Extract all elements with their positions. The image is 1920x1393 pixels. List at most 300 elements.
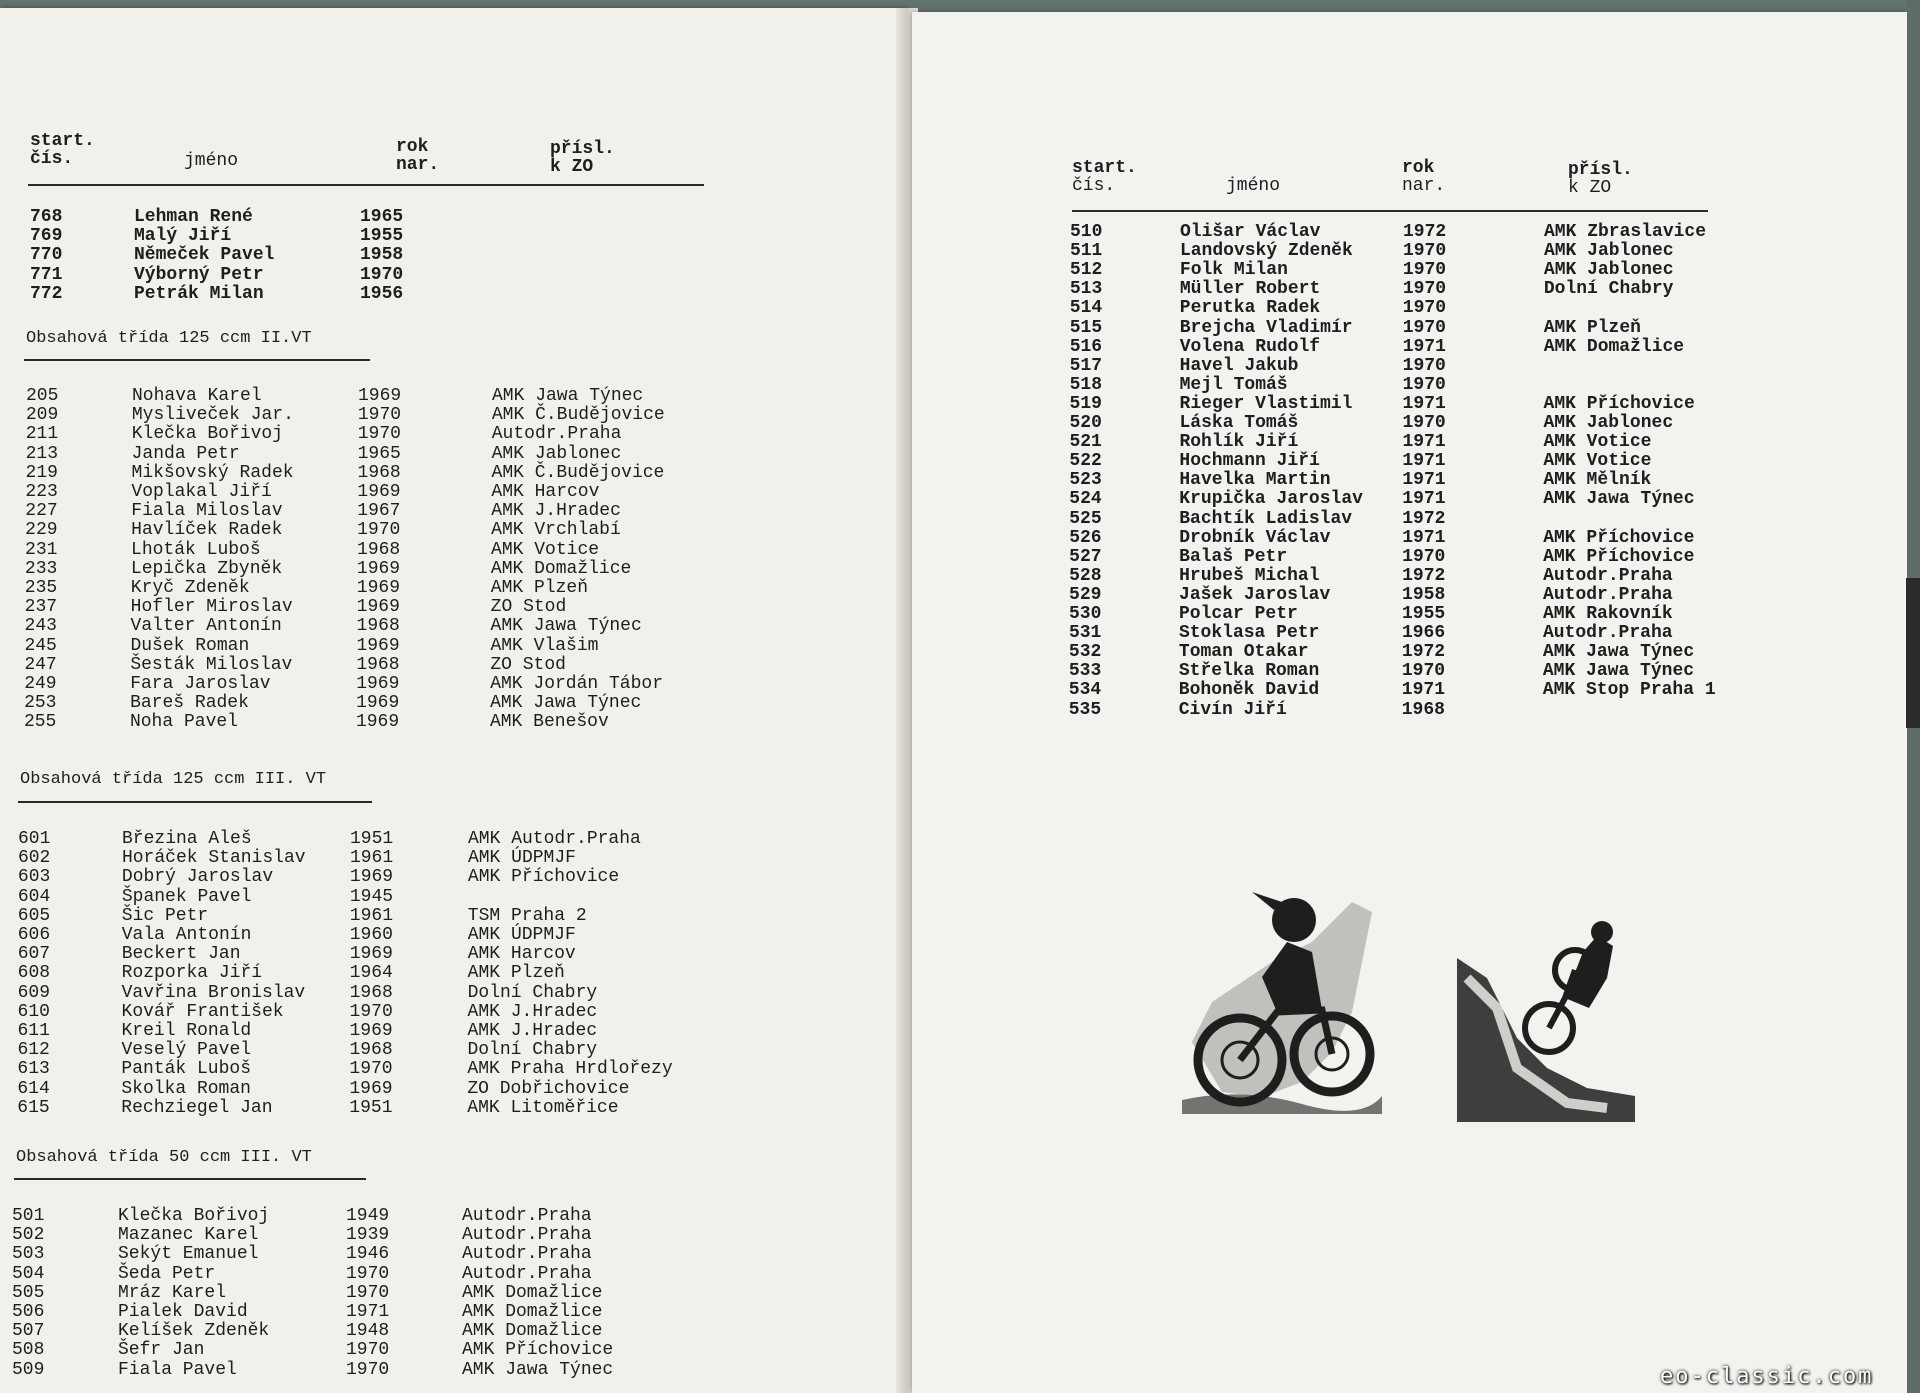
birth-year: 1970 [1402, 413, 1446, 433]
start-number: 604 [17, 886, 51, 907]
header-rok: rok [1402, 158, 1435, 178]
table-row [12, 1207, 652, 1226]
rider-name: Šefr Jan [118, 1340, 205, 1361]
rider-name: Klečka Bořivoj [131, 424, 283, 445]
club: Dolní Chabry [1543, 279, 1674, 300]
birth-year: 1970 [1402, 374, 1446, 395]
section-title-125-ii: Obsahová třída 125 ccm II.VT [26, 329, 312, 348]
table-row [1069, 624, 1709, 643]
start-number: 530 [1069, 604, 1102, 624]
rider-name: Lehman René [134, 207, 253, 227]
birth-year: 1970 [346, 1263, 390, 1284]
table-row [1069, 433, 1709, 452]
table-row [1069, 605, 1709, 624]
start-number: 513 [1069, 279, 1103, 300]
rider-name: Mejl Tomáš [1179, 374, 1288, 395]
birth-year: 1955 [1402, 604, 1446, 624]
birth-year: 1971 [346, 1302, 390, 1322]
rider-name: Šic Petr [121, 905, 209, 926]
birth-year: 1961 [349, 848, 394, 869]
birth-year: 1969 [349, 867, 394, 888]
rider-name: Balaš Petr [1179, 546, 1288, 567]
club: AMK Jablonec [1543, 413, 1674, 433]
table-row [1069, 510, 1709, 529]
birth-year: 1968 [357, 462, 401, 483]
rider-name: Folk Milan [1179, 260, 1288, 281]
birth-year: 1970 [346, 1359, 390, 1380]
birth-year: 1960 [349, 925, 393, 945]
header-kzo: k ZO [550, 157, 594, 177]
club: AMK Vlašim [490, 635, 599, 656]
rider-name: Kelíšek Zdeněk [118, 1321, 270, 1342]
birth-year: 1972 [1402, 508, 1446, 529]
start-number: 522 [1069, 451, 1102, 472]
rider-name: Rozporka Jiří [121, 963, 263, 984]
rider-name: Výborný Petr [134, 264, 264, 285]
club: AMK Stop Praha 1 [1542, 680, 1716, 701]
rider-name: Mráz Karel [118, 1282, 227, 1303]
start-number: 771 [30, 264, 63, 285]
club: AMK J.Hradec [467, 1001, 598, 1022]
table-row [18, 849, 658, 868]
page-tab-marker [1906, 578, 1920, 728]
birth-year: 1970 [1402, 241, 1447, 262]
birth-year: 1971 [1402, 527, 1446, 548]
rider-name: Němeček Pavel [134, 245, 275, 266]
start-number: 532 [1068, 642, 1102, 663]
header-start: start. [30, 131, 95, 151]
birth-year: 1946 [346, 1244, 390, 1265]
start-number: 531 [1068, 623, 1102, 644]
section-rule [14, 1178, 366, 1180]
table-row [12, 1341, 652, 1360]
club: AMK Č.Budějovice [491, 405, 665, 426]
left-table-header [30, 132, 710, 182]
club: Autodr.Praha [462, 1225, 592, 1246]
start-number: 607 [17, 944, 51, 965]
table-row [17, 1041, 657, 1060]
table-row [1069, 567, 1709, 586]
birth-year: 1970 [1402, 260, 1447, 281]
birth-year: 1968 [357, 539, 401, 560]
header-cis: čís. [30, 149, 74, 169]
start-number: 526 [1069, 527, 1102, 548]
birth-year: 1969 [355, 712, 400, 733]
start-number: 209 [25, 405, 59, 426]
rider-name: Beckert Jan [121, 944, 241, 965]
club: AMK J.Hradec [491, 501, 621, 522]
club: Autodr.Praha [1542, 623, 1673, 644]
rider-name: Petrák Milan [134, 283, 264, 304]
rider-name: Kovář František [121, 1001, 284, 1022]
rider-name: Fiala Miloslav [131, 501, 283, 522]
club: AMK Benešov [489, 712, 609, 733]
start-number: 229 [25, 520, 58, 541]
table-row [1069, 471, 1709, 490]
header-rule [1072, 210, 1708, 212]
rider-name: Veselý Pavel [121, 1040, 252, 1061]
rider-name: Fara Jaroslav [130, 674, 271, 694]
start-number: 213 [25, 443, 59, 464]
rider-name: Kreil Ronald [121, 1021, 252, 1041]
section-title-125-iii: Obsahová třída 125 ccm III. VT [20, 770, 327, 789]
rider-name: Kryč Zdeněk [130, 578, 250, 598]
rider-name: Jašek Jaroslav [1179, 584, 1331, 605]
rider-name: Havel Jakub [1179, 355, 1299, 376]
birth-year: 1964 [349, 963, 393, 984]
birth-year: 1969 [349, 1078, 393, 1099]
club: Autodr.Praha [462, 1263, 592, 1284]
rider-name: Rechziegel Jan [121, 1097, 273, 1118]
table-row [30, 246, 670, 265]
rider-name: Střelka Roman [1178, 661, 1320, 682]
start-number: 535 [1068, 699, 1102, 720]
table-row [30, 266, 670, 285]
birth-year: 1971 [1402, 432, 1446, 453]
start-number: 615 [17, 1097, 50, 1118]
motocross-rider-illustration [1182, 882, 1382, 1114]
birth-year: 1955 [360, 226, 404, 247]
table-row [12, 1322, 652, 1341]
birth-year: 1970 [1402, 317, 1446, 338]
rider-name: Sekýt Emanuel [118, 1244, 259, 1265]
table-row [18, 1003, 658, 1022]
birth-year: 1969 [358, 386, 402, 406]
table-row [18, 926, 658, 945]
club: AMK Jawa Týnec [492, 386, 644, 406]
rider-name: Šesták Miloslav [130, 654, 293, 675]
birth-year: 1969 [349, 944, 393, 965]
start-number: 503 [12, 1244, 45, 1265]
table-row [17, 1059, 673, 1080]
table-row [1069, 548, 1709, 567]
table-row [1069, 643, 1709, 662]
start-number: 606 [17, 925, 51, 945]
start-number: 509 [12, 1359, 45, 1380]
club: Autodr.Praha [1543, 565, 1673, 586]
birth-year: 1968 [1401, 699, 1445, 720]
birth-year: 1971 [1402, 489, 1446, 510]
table-row [30, 208, 670, 227]
start-number: 511 [1069, 241, 1103, 262]
club: AMK Jawa Týnec [490, 693, 642, 714]
table-row [18, 945, 658, 964]
table-row [1070, 242, 1710, 261]
club: Autodr.Praha [462, 1244, 592, 1265]
club: AMK Votice [1543, 451, 1652, 472]
table-row [1070, 395, 1710, 414]
birth-year: 1968 [356, 616, 400, 637]
start-number: 614 [17, 1078, 50, 1099]
table-row [25, 521, 665, 540]
table-row [26, 387, 666, 406]
birth-year: 1961 [349, 905, 394, 926]
club: AMK Rakovník [1543, 604, 1673, 624]
club: AMK Příchovice [1543, 527, 1695, 548]
table-row [18, 868, 658, 887]
rider-name: Lhoták Luboš [131, 539, 261, 560]
birth-year: 1970 [349, 1001, 393, 1022]
rider-name: Nohava Karel [132, 386, 262, 406]
birth-year: 1970 [357, 520, 401, 541]
header-rule [28, 184, 704, 186]
header-cis: čís. [1072, 176, 1116, 196]
club: AMK Jablonec [1543, 260, 1674, 281]
birth-year: 1958 [1402, 584, 1446, 605]
start-number: 512 [1069, 260, 1103, 281]
rider-name: Vala Antonín [121, 925, 252, 945]
rider-name: Havlíček Radek [131, 520, 283, 541]
club: AMK Autodr.Praha [468, 829, 641, 849]
start-number: 235 [24, 578, 58, 598]
table-row [1069, 586, 1709, 605]
start-number: 514 [1069, 298, 1103, 319]
left-page [0, 8, 908, 1393]
birth-year: 1969 [349, 1021, 393, 1041]
rider-name: Šeda Petr [118, 1263, 216, 1284]
table-row [17, 1099, 657, 1118]
start-number: 611 [17, 1021, 50, 1041]
rider-name: Perutka Radek [1179, 298, 1321, 319]
start-number: 519 [1069, 393, 1102, 414]
club: AMK Praha Hrdlořezy [467, 1059, 673, 1080]
rider-name: Španek Pavel [121, 886, 252, 907]
start-number: 768 [30, 207, 63, 227]
rider-name: Toman Otakar [1178, 642, 1309, 663]
club: AMK Zbraslavice [1544, 222, 1707, 242]
club: AMK Vrchlabí [491, 520, 621, 541]
start-number: 769 [30, 226, 63, 247]
table-row [30, 227, 670, 246]
rider-name: Müller Robert [1179, 279, 1321, 300]
start-number: 508 [12, 1340, 45, 1361]
birth-year: 1970 [346, 1340, 390, 1361]
start-number: 243 [24, 616, 57, 637]
birth-year: 1971 [1402, 393, 1446, 414]
club: Autodr.Praha [491, 424, 622, 445]
table-row [12, 1303, 652, 1322]
club: AMK Domažlice [1543, 336, 1685, 357]
rider-name: Mysliveček Jar. [131, 405, 294, 426]
table-row [24, 637, 664, 656]
start-number: 517 [1069, 355, 1103, 376]
club: AMK Příchovice [1543, 546, 1695, 567]
start-number: 520 [1069, 413, 1102, 433]
birth-year: 1972 [1402, 565, 1446, 586]
start-number: 534 [1068, 680, 1102, 701]
start-number: 524 [1069, 489, 1102, 510]
table-row [12, 1245, 652, 1264]
start-number: 608 [17, 963, 51, 984]
table-row [18, 907, 658, 926]
birth-year: 1971 [1402, 470, 1446, 491]
watermark: eo-classic.com [1660, 1364, 1874, 1389]
rider-name: Hofler Miroslav [130, 597, 293, 618]
club: ZO Dobřichovice [467, 1078, 630, 1099]
club: AMK Domažlice [462, 1302, 603, 1322]
table-row [26, 406, 666, 425]
club: AMK Harcov [491, 482, 600, 502]
start-number: 253 [24, 693, 57, 714]
table-row [12, 1226, 652, 1245]
rider-name: Mazanec Karel [118, 1225, 259, 1246]
start-number: 533 [1068, 661, 1102, 682]
table-row [1070, 338, 1710, 357]
table-row [18, 984, 658, 1003]
birth-year: 1956 [360, 283, 404, 304]
rider-name: Brejcha Vladimír [1179, 317, 1353, 338]
start-number: 601 [18, 829, 51, 849]
birth-year: 1969 [356, 674, 400, 694]
club: AMK Harcov [467, 944, 576, 965]
rider-name: Láska Tomáš [1179, 413, 1299, 433]
club: Dolní Chabry [467, 982, 598, 1003]
header-start: start. [1072, 158, 1137, 178]
table-row [1069, 529, 1709, 548]
club: AMK Litoměřice [467, 1097, 619, 1118]
start-number: 610 [17, 1001, 50, 1022]
table-row [25, 579, 665, 598]
birth-year: 1970 [346, 1282, 390, 1303]
table-row [1069, 662, 1709, 681]
rider-name: Lepička Zbyněk [130, 558, 283, 579]
header-jmeno: jméno [1226, 176, 1281, 196]
header-prisl: přísl. [550, 139, 615, 159]
start-number: 518 [1069, 374, 1102, 395]
rider-name: Panták Luboš [121, 1059, 252, 1080]
start-number: 247 [24, 654, 57, 675]
club: AMK Jawa Týnec [462, 1359, 614, 1380]
rider-name: Bohoněk David [1178, 680, 1320, 701]
club: AMK Plzeň [490, 578, 589, 598]
table-row [30, 285, 670, 304]
table-row [17, 1080, 657, 1099]
table-row [1070, 280, 1710, 299]
table-row [18, 964, 658, 983]
table-row [12, 1265, 652, 1284]
table-row [1069, 701, 1709, 720]
birth-year: 1969 [357, 482, 401, 502]
club: AMK Jablonec [491, 443, 622, 464]
rider-name: Olišar Václav [1180, 222, 1321, 242]
table-row [1070, 357, 1710, 376]
table-row [24, 656, 664, 675]
section-rule [18, 801, 372, 803]
table-row [18, 830, 658, 849]
birth-year: 1969 [356, 558, 401, 579]
birth-year: 1969 [356, 693, 400, 714]
club: AMK Votice [1543, 432, 1652, 453]
start-number: 245 [24, 635, 57, 656]
club: AMK Jawa Týnec [490, 616, 642, 637]
birth-year: 1970 [1402, 298, 1447, 319]
start-number: 613 [17, 1059, 50, 1080]
club: TSM Praha 2 [467, 905, 587, 926]
birth-year: 1970 [1401, 661, 1446, 682]
rider-name: Stoklasa Petr [1178, 623, 1320, 644]
start-number: 211 [25, 424, 59, 445]
club: AMK Příchovice [1543, 393, 1695, 414]
rider-name: Drobník Václav [1179, 527, 1331, 548]
club: AMK Č.Budějovice [491, 462, 665, 483]
rider-name: Rieger Vlastimil [1179, 393, 1353, 414]
start-number: 255 [23, 712, 57, 733]
table-row [1070, 414, 1710, 433]
start-number: 521 [1069, 432, 1102, 453]
birth-year: 1970 [1402, 355, 1446, 376]
header-jmeno: jméno [184, 151, 239, 171]
start-number: 603 [17, 867, 51, 888]
rider-name: Valter Antonín [130, 616, 282, 637]
club: AMK Jawa Týnec [1542, 642, 1695, 663]
rider-name: Skolka Roman [121, 1078, 251, 1099]
header-nar: nar. [1402, 176, 1446, 196]
rider-name: Hochmann Jiří [1179, 451, 1320, 472]
rider-name: Janda Petr [131, 443, 240, 464]
club: Autodr.Praha [1543, 584, 1673, 605]
table-row [1068, 680, 1716, 701]
right-table-header [1072, 159, 1712, 209]
table-row [12, 1284, 652, 1303]
rider-name: Březina Aleš [122, 829, 252, 849]
start-number: 505 [12, 1282, 45, 1303]
club: AMK Domažlice [490, 558, 632, 579]
club: AMK ÚDPMJF [467, 925, 576, 945]
table-row [12, 1361, 652, 1380]
club: Dolní Chabry [467, 1040, 598, 1061]
birth-year: 1969 [356, 635, 400, 656]
table-row [26, 445, 666, 464]
table-row [25, 502, 665, 521]
right-page [912, 12, 1907, 1393]
club: AMK Příchovice [462, 1340, 614, 1361]
birth-year: 1970 [357, 405, 402, 426]
start-number: 605 [17, 905, 51, 926]
rider-name: Mikšovský Radek [131, 462, 294, 483]
club: ZO Stod [490, 654, 566, 675]
start-number: 227 [25, 501, 58, 522]
birth-year: 1951 [350, 829, 394, 849]
motocross-climb-illustration [1457, 918, 1635, 1122]
rider-name: Hrubeš Michal [1179, 565, 1320, 586]
club: Autodr.Praha [462, 1206, 592, 1226]
rider-name: Civín Jiří [1178, 699, 1287, 720]
birth-year: 1972 [1403, 222, 1447, 242]
start-number: 502 [12, 1225, 45, 1246]
start-number: 507 [12, 1321, 45, 1342]
rider-name: Landovský Zdeněk [1179, 241, 1353, 262]
table-row [1070, 376, 1710, 395]
birth-year: 1966 [1401, 623, 1446, 644]
start-number: 516 [1069, 336, 1103, 357]
birth-year: 1965 [357, 443, 401, 464]
rider-name: Havelka Martin [1179, 470, 1331, 491]
start-number: 602 [17, 848, 51, 869]
start-number: 529 [1069, 584, 1102, 605]
birth-year: 1951 [349, 1097, 393, 1118]
rider-name: Pialek David [118, 1302, 248, 1322]
rider-name: Dobrý Jaroslav [121, 867, 274, 888]
birth-year: 1972 [1401, 642, 1446, 663]
birth-year: 1970 [1402, 546, 1446, 567]
start-number: 205 [26, 386, 59, 406]
table-row [25, 598, 665, 617]
table-row [25, 617, 665, 636]
birth-year: 1969 [356, 597, 400, 618]
birth-year: 1970 [1402, 279, 1447, 300]
table-row [18, 1022, 658, 1041]
birth-year: 1970 [360, 264, 404, 285]
